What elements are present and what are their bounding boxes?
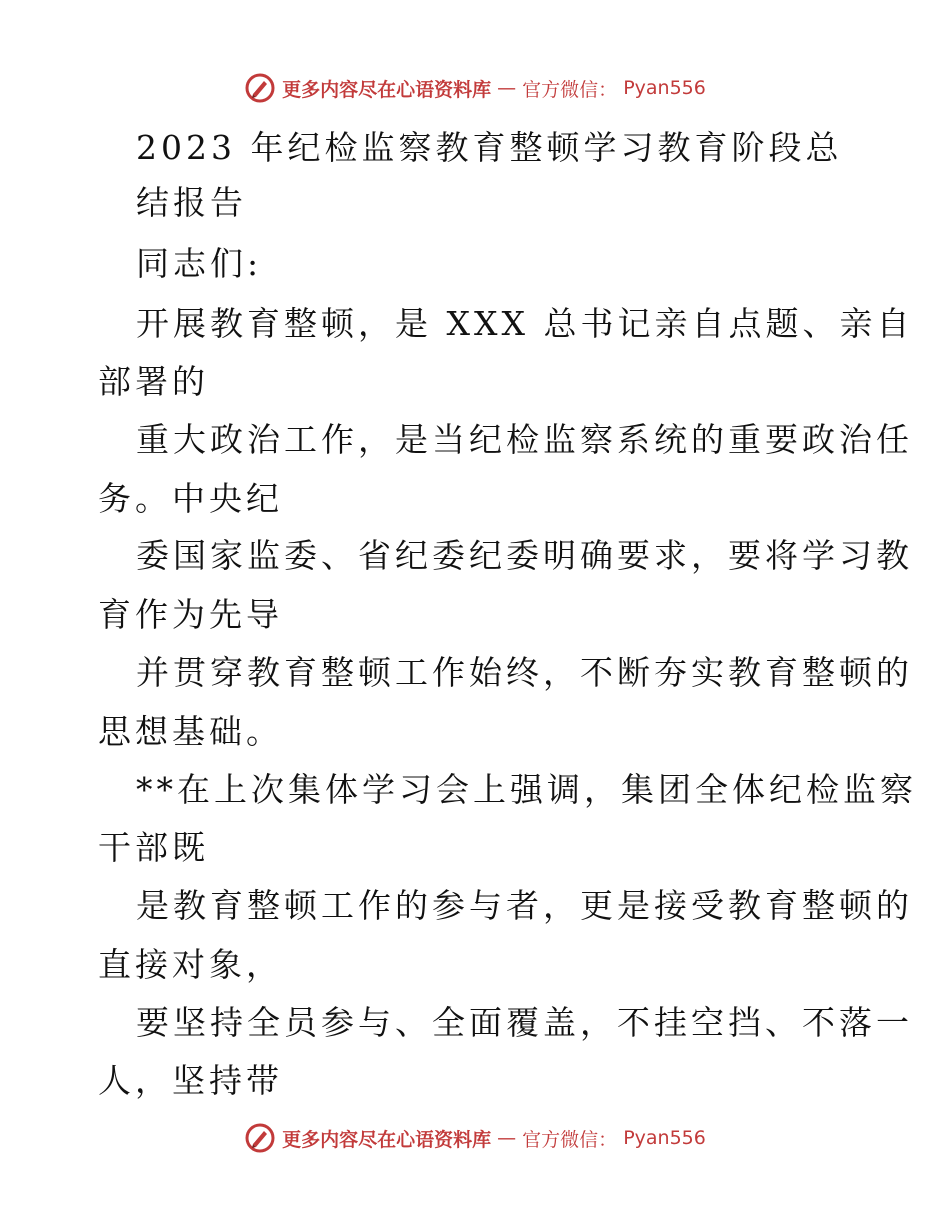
watermark-wechat-label: 官方微信： [522, 78, 618, 101]
watermark-wechat-label: 官方微信： [522, 1128, 618, 1151]
paragraph-line: **在上次集体学习会上强调，集团全体纪检监察 [136, 770, 917, 809]
salutation: 同志们: [136, 244, 263, 283]
watermark-wechat-id: Pyan556 [623, 1127, 706, 1149]
watermark-text: 更多内容尽在心语资料库 [282, 1128, 492, 1151]
paragraph-line: 干部既 [98, 828, 209, 867]
pen-seal-icon [244, 72, 276, 104]
paragraph-line: 要坚持全员参与、全面覆盖，不挂空挡、不落一 [136, 1003, 913, 1042]
doc-title-line-2: 结报告 [136, 183, 247, 222]
watermark-text: 更多内容尽在心语资料库 [282, 78, 492, 101]
paragraph-line: 开展教育整顿，是 XXX 总书记亲自点题、亲自 [136, 304, 914, 343]
paragraph-line: 思想基础。 [98, 712, 283, 751]
paragraph-line: 人，坚持带 [98, 1061, 283, 1100]
paragraph-line: 育作为先导 [98, 595, 283, 634]
footer-watermark [0, 1122, 950, 1154]
watermark-wechat-id: Pyan556 [623, 77, 706, 99]
header-watermark [0, 72, 950, 104]
paragraph-line: 是教育整顿工作的参与者，更是接受教育整顿的 [136, 886, 913, 925]
pen-seal-icon [244, 1122, 276, 1154]
watermark-dash: — [497, 77, 517, 99]
paragraph-line: 部署的 [98, 362, 209, 401]
paragraph-line: 务。中央纪 [98, 479, 283, 518]
paragraph-line: 委国家监委、省纪委纪委明确要求，要将学习教 [136, 536, 913, 575]
paragraph-line: 重大政治工作，是当纪检监察系统的重要政治任 [136, 420, 913, 459]
watermark-dash: — [497, 1127, 517, 1149]
doc-title-line-1: 2023 年纪检监察教育整顿学习教育阶段总 [136, 128, 843, 167]
paragraph-line: 并贯穿教育整顿工作始终，不断夯实教育整顿的 [136, 653, 913, 692]
paragraph-line: 直接对象， [98, 945, 283, 984]
